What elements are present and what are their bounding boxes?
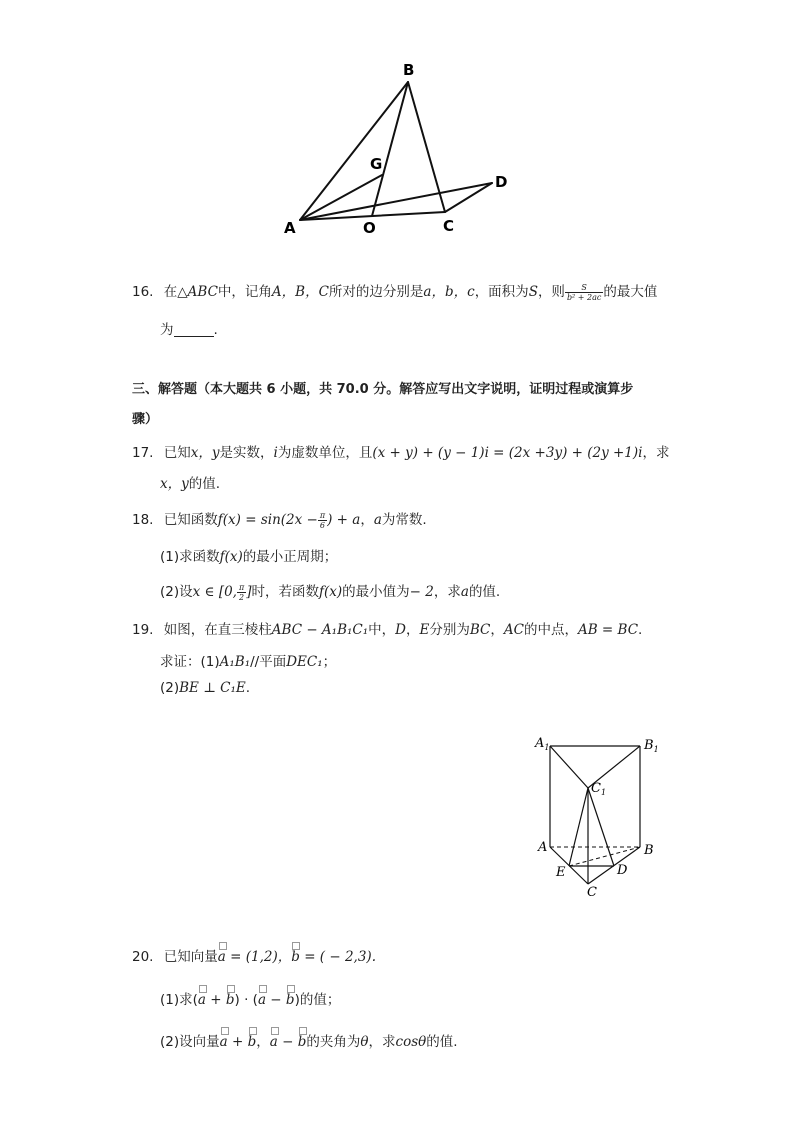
question-17: 17. 已知x，y是实数，i为虚数单位，且(x + y) + (y − 1)i = (2x +3y) + (2y +1)i，求 xyxy=(132,445,670,461)
answer-blank[interactable] xyxy=(174,322,214,337)
question-20: 20. 已知向量a = (1,2)，b = ( − 2,3). xyxy=(132,949,376,965)
vector-a: a xyxy=(217,949,226,965)
label-B: B xyxy=(644,843,654,858)
label-B: B xyxy=(403,61,415,79)
question-number: 16. xyxy=(132,284,154,300)
question-16-line2: 为 . xyxy=(160,322,218,338)
question-18: 18. 已知函数f(x) = sin(2x − $\frac{\pi}{6}$ ) + a，a为常数. xyxy=(132,510,427,530)
label-E: E xyxy=(556,865,566,880)
fraction-numerator: S xyxy=(565,283,603,293)
question-20-part2: (2)设向量a + b，a − b的夹角为θ，求cosθ的值. xyxy=(160,1034,458,1050)
section-heading-line2: 骤） xyxy=(132,412,159,427)
label-C1: $C_1$ xyxy=(591,781,607,797)
question-number: 17. xyxy=(132,445,154,461)
label-C: C xyxy=(587,885,597,900)
question-19: 19. 如图，在直三棱柱ABC − A₁B₁C₁中，D，E分别为BC，AC的中点，AB = BC. xyxy=(132,622,643,638)
question-19-part2: (2)BE ⊥ C₁E. xyxy=(160,680,251,696)
label-G: G xyxy=(370,155,383,173)
question-16: 16. 在△ABC中，记角A，B，C所对的边分别是a，b，c，面积为S，则 $\frac{S}{\text{b² + 2ac}}$ 的最大值 xyxy=(132,282,658,302)
question-18-part2: (2)设x ∈ [0, $\frac{\pi}{2}$ ]时，若函数f(x)的最小值为− 2，求a的值. xyxy=(160,582,501,602)
question-20-part1: (1)求(a + b) · (a − b)的值； xyxy=(160,992,341,1008)
question-19-part1: 求证：(1)A₁B₁//平面DEC₁； xyxy=(160,654,337,670)
label-C: C xyxy=(443,217,455,235)
question-number: 18. xyxy=(132,512,154,528)
label-B1: $B_1$ xyxy=(644,738,659,754)
vector-b: b xyxy=(291,949,300,965)
label-A1: $A_1$ xyxy=(535,736,550,752)
question-number: 20. xyxy=(132,949,154,965)
question-17-line2: x，y的值. xyxy=(160,476,221,492)
section-heading: 三、解答题（本大题共 6 小题，共 70.0 分。解答应写出文字说明，证明过程或演算步 xyxy=(132,382,634,397)
figure-triangle-diagram xyxy=(280,55,520,240)
question-number: 19. xyxy=(132,622,154,638)
label-A: A xyxy=(538,840,548,855)
label-D: D xyxy=(617,863,628,878)
label-D: D xyxy=(495,173,508,191)
figure-prism-diagram xyxy=(530,732,670,902)
label-A: A xyxy=(284,219,296,237)
fraction-denominator: b² + 2ac xyxy=(566,292,602,302)
question-18-part1: (1)求函数f(x)的最小正周期； xyxy=(160,549,338,565)
label-O: O xyxy=(363,219,376,237)
